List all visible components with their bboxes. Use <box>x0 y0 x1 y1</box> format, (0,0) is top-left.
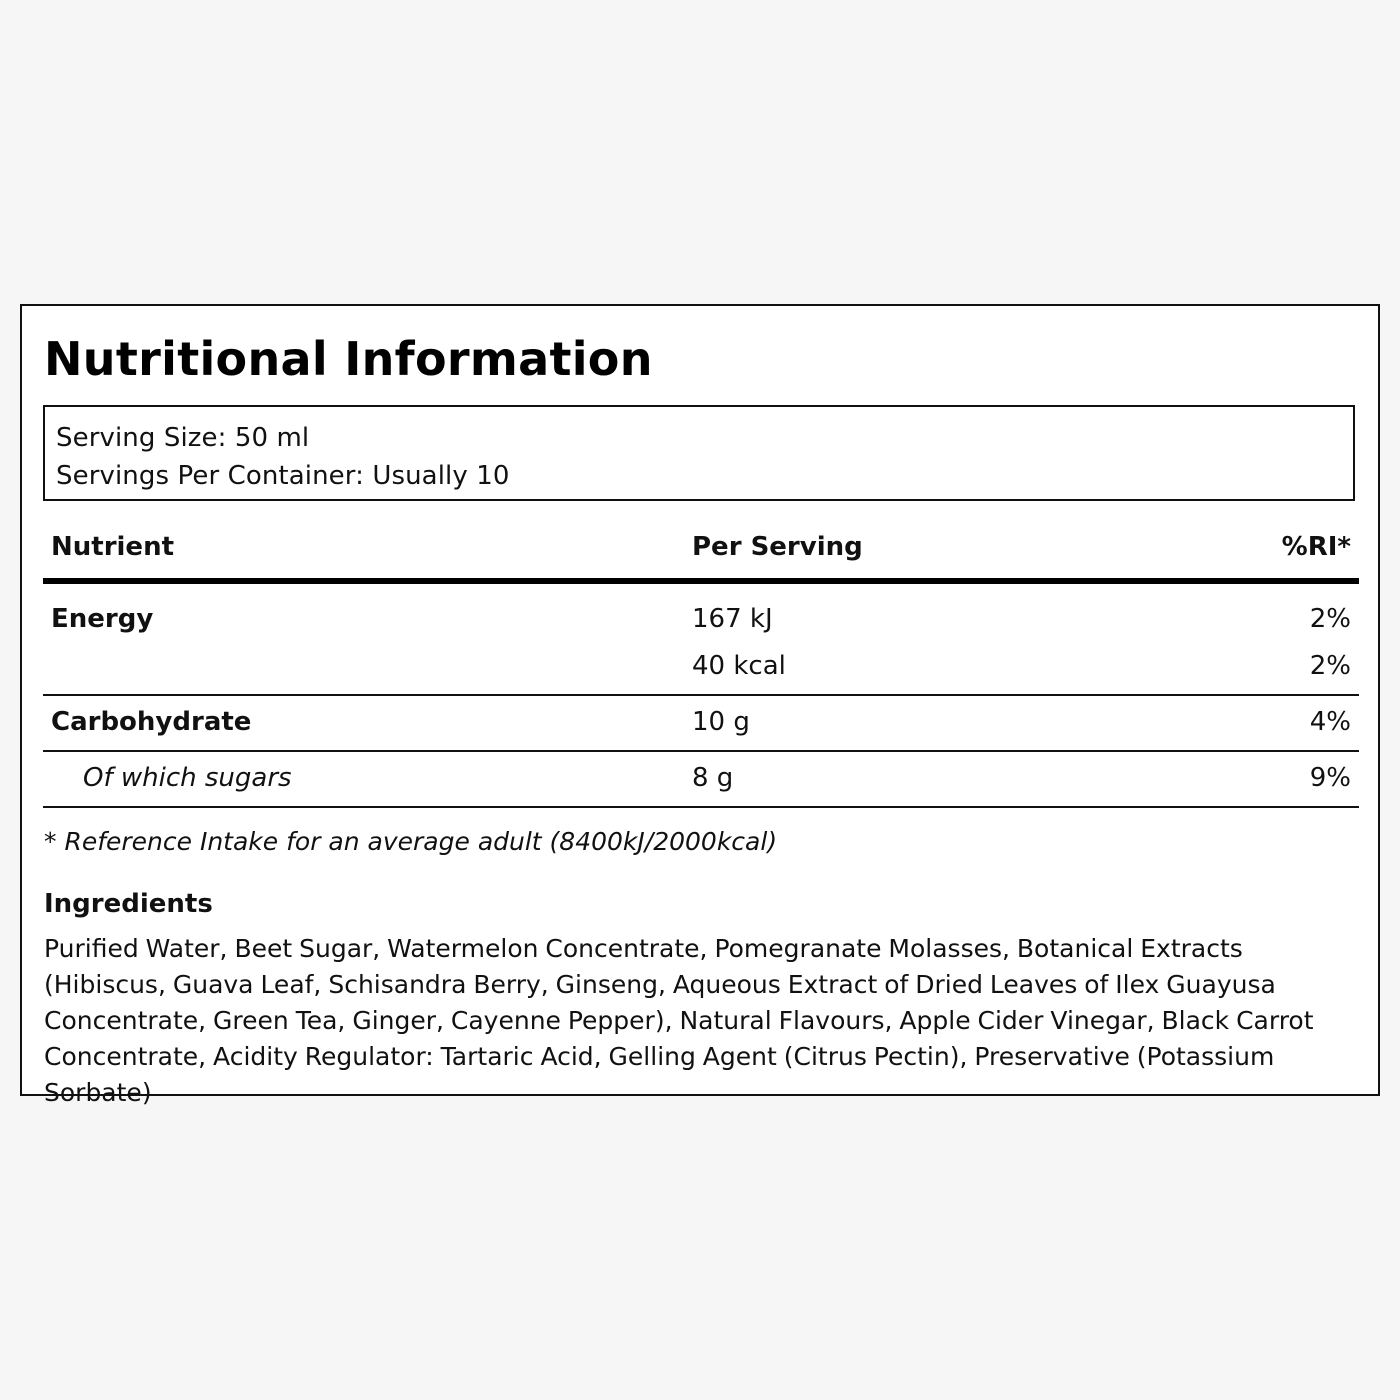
table-row <box>43 752 1359 808</box>
nutrient-name: Energy <box>51 604 154 634</box>
ri-value: 2% <box>1309 651 1351 681</box>
reference-intake-footnote: * Reference Intake for an average adult (8400kJ/2000kcal) <box>44 827 778 856</box>
nutrition-label <box>20 304 1380 1107</box>
label-title: Nutritional Information <box>44 332 653 386</box>
header-nutrient: Nutrient <box>51 532 175 562</box>
per-serving-value: 167 kJ <box>692 604 773 634</box>
table-row <box>43 637 1359 696</box>
ingredients-heading: Ingredients <box>44 889 213 919</box>
nutrition-table <box>43 520 1359 808</box>
ingredients-list: Purified Water, Beet Sugar, Watermelon Concentrate, Pomegranate Molasses, Botanical Extracts (Hibiscus, Guava Leaf, Schisandra Berry, Ginseng, Aqueous Extract of Dried Leaves of Ilex Guayusa Concentrate, Green Tea, Ginger, Cayenne Pepper), Natural Flavours, Apple Cider Vinegar, Black Carrot Concentrate, Acidity Regulator: Tartaric Acid, Gelling Agent (Citrus Pectin), Preservative (Potassium Sorbate) <box>44 934 1314 1107</box>
serving-size: Serving Size: 50 ml <box>56 423 310 453</box>
per-serving-value: 10 g <box>692 707 750 737</box>
table-row <box>43 584 1359 637</box>
nutrient-name: Carbohydrate <box>51 707 252 737</box>
per-serving-value: 40 kcal <box>692 651 786 681</box>
table-header-row <box>43 520 1359 584</box>
per-serving-value: 8 g <box>692 763 734 793</box>
ri-value: 4% <box>1309 707 1351 737</box>
header-per-serving: Per Serving <box>692 532 863 562</box>
ri-value: 2% <box>1309 604 1351 634</box>
servings-per-container: Servings Per Container: Usually 10 <box>56 461 510 491</box>
table-row <box>43 696 1359 752</box>
header-ri: %RI* <box>1281 532 1351 562</box>
ri-value: 9% <box>1309 763 1351 793</box>
nutrient-name: Of which sugars <box>83 763 292 793</box>
serving-info-box <box>43 405 1355 501</box>
